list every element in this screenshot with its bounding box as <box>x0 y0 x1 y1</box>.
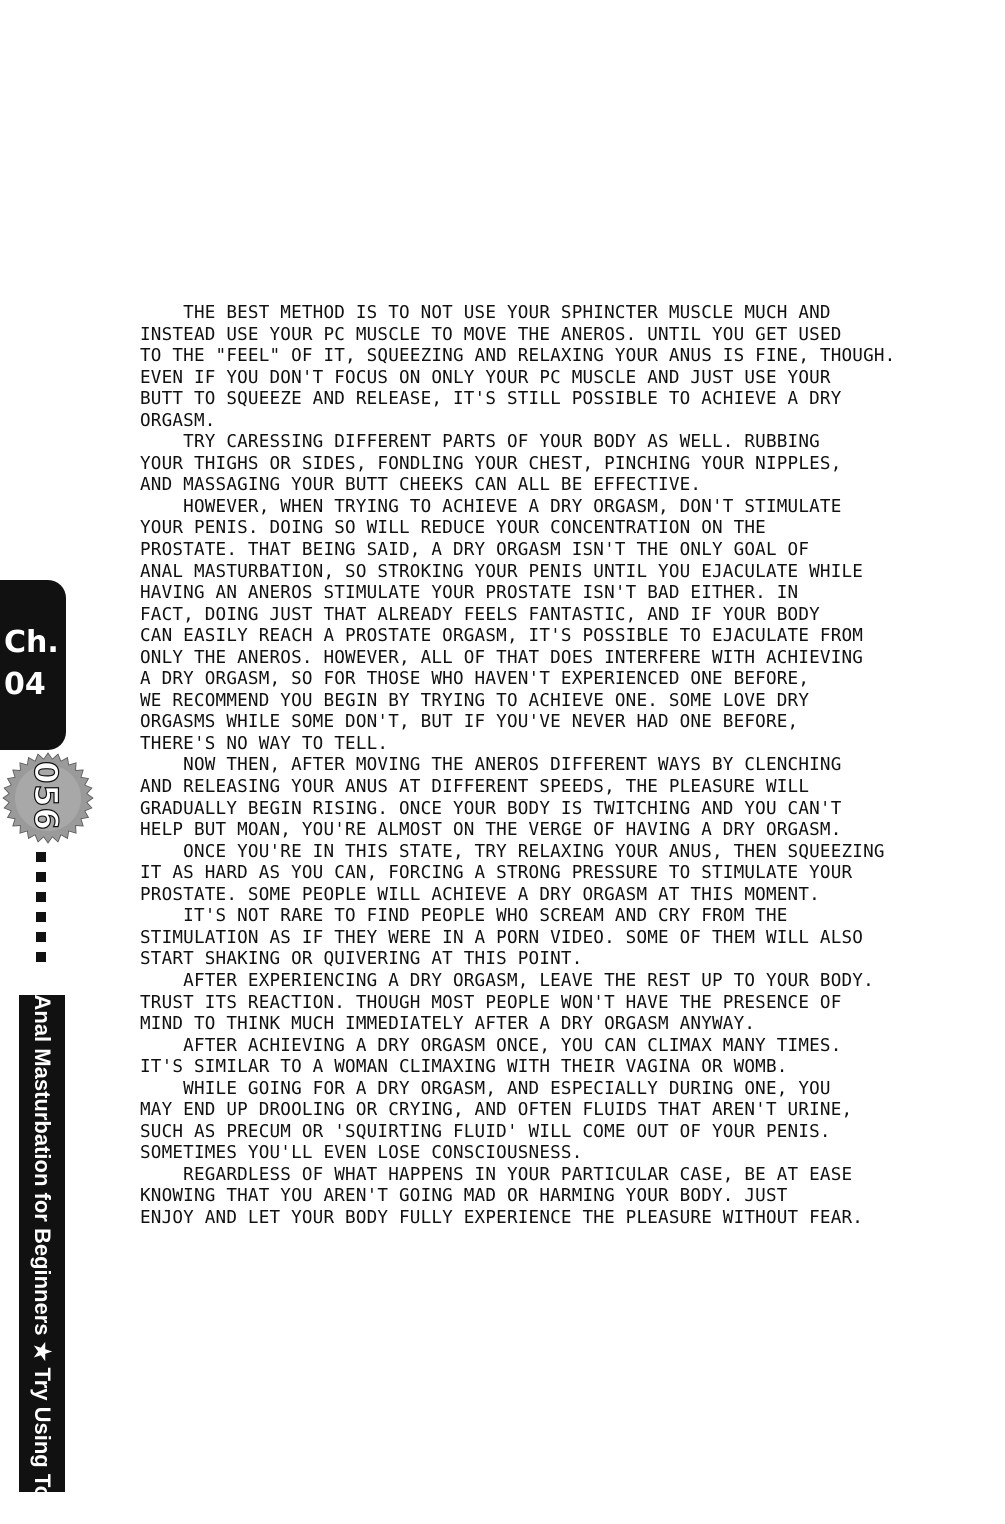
body-line: EVEN IF YOU DON'T FOCUS ON ONLY YOUR PC MUSCLE AND JUST USE YOUR <box>140 367 831 388</box>
body-line: TO THE "FEEL" OF IT, SQUEEZING AND RELAXING YOUR ANUS IS FINE, THOUGH. <box>140 346 896 367</box>
body-line: MIND TO THINK MUCH IMMEDIATELY AFTER A DRY ORGASM ANYWAY. <box>140 1014 756 1035</box>
body-line: MAY END UP DROOLING OR CRYING, AND OFTEN FLUIDS THAT AREN'T URINE, <box>140 1100 853 1121</box>
body-line: REGARDLESS OF WHAT HAPPENS IN YOUR PARTICULAR CASE, BE AT EASE <box>140 1164 853 1185</box>
body-line: WHILE GOING FOR A DRY ORGASM, AND ESPECIALLY DURING ONE, YOU <box>140 1078 831 1099</box>
body-line: CAN EASILY REACH A PROSTATE ORGASM, IT'S POSSIBLE TO EJACULATE FROM <box>140 626 864 647</box>
body-line: TRUST ITS REACTION. THOUGH MOST PEOPLE WON'T HAVE THE PRESENCE OF <box>140 992 842 1013</box>
dot-marker <box>36 852 46 862</box>
body-line: YOUR THIGHS OR SIDES, FONDLING YOUR CHEST, PINCHING YOUR NIPPLES, <box>140 453 842 474</box>
body-line: ORGASMS WHILE SOME DON'T, BUT IF YOU'VE NEVER HAD ONE BEFORE, <box>140 712 799 733</box>
body-line: INSTEAD USE YOUR PC MUSCLE TO MOVE THE ANEROS. UNTIL YOU GET USED <box>140 324 842 345</box>
body-line: PROSTATE. THAT BEING SAID, A DRY ORGASM ISN'T THE ONLY GOAL OF <box>140 540 810 561</box>
body-line: KNOWING THAT YOU AREN'T GOING MAD OR HARMING YOUR BODY. JUST <box>140 1186 788 1207</box>
body-line: AFTER EXPERIENCING A DRY ORGASM, LEAVE THE REST UP TO YOUR BODY. <box>140 970 874 991</box>
body-text <box>140 303 930 1230</box>
body-line: BUTT TO SQUEEZE AND RELEASE, IT'S STILL POSSIBLE TO ACHIEVE A DRY <box>140 389 842 410</box>
body-line: STIMULATION AS IF THEY WERE IN A PORN VIDEO. SOME OF THEM WILL ALSO <box>140 927 864 948</box>
body-line: YOUR PENIS. DOING SO WILL REDUCE YOUR CONCENTRATION ON THE <box>140 518 766 539</box>
dot-marker <box>36 952 46 962</box>
body-line: NOW THEN, AFTER MOVING THE ANEROS DIFFERENT WAYS BY CLENCHING <box>140 755 842 776</box>
body-line: HELP BUT MOAN, YOU'RE ALMOST ON THE VERGE OF HAVING A DRY ORGASM. <box>140 820 842 841</box>
body-line: AND RELEASING YOUR ANUS AT DIFFERENT SPEEDS, THE PLEASURE WILL <box>140 777 810 798</box>
body-line: START SHAKING OR QUIVERING AT THIS POINT. <box>140 949 583 970</box>
body-line: ANAL MASTURBATION, SO STROKING YOUR PENIS UNTIL YOU EJACULATE WHILE <box>140 561 864 582</box>
chapter-tab <box>0 580 66 750</box>
body-line: IT'S NOT RARE TO FIND PEOPLE WHO SCREAM AND CRY FROM THE <box>140 906 788 927</box>
body-line: AND MASSAGING YOUR BUTT CHEEKS CAN ALL BE EFFECTIVE. <box>140 475 702 496</box>
body-line: PROSTATE. SOME PEOPLE WILL ACHIEVE A DRY ORGASM AT THIS MOMENT. <box>140 884 820 905</box>
body-line: ENJOY AND LET YOUR BODY FULLY EXPERIENCE THE PLEASURE WITHOUT FEAR. <box>140 1207 864 1228</box>
book-title: Anal Masturbation for Beginners ★ Try Using Toys <box>30 994 55 1524</box>
body-line: HAVING AN ANEROS STIMULATE YOUR PROSTATE ISN'T BAD EITHER. IN <box>140 583 799 604</box>
dot-marker <box>36 872 46 882</box>
body-line: IT'S SIMILAR TO A WOMAN CLIMAXING WITH THEIR VAGINA OR WOMB. <box>140 1057 788 1078</box>
body-line: ONLY THE ANEROS. HOWEVER, ALL OF THAT DOES INTERFERE WITH ACHIEVING <box>140 647 864 668</box>
body-line: HOWEVER, WHEN TRYING TO ACHIEVE A DRY ORGASM, DON'T STIMULATE <box>140 496 842 517</box>
dot-divider <box>36 852 48 962</box>
body-line: TRY CARESSING DIFFERENT PARTS OF YOUR BODY AS WELL. RUBBING <box>140 432 820 453</box>
body-line: FACT, DOING JUST THAT ALREADY FEELS FANTASTIC, AND IF YOUR BODY <box>140 604 820 625</box>
book-title-strip <box>19 994 65 1524</box>
chapter-number: 04 <box>4 667 46 702</box>
body-line: SUCH AS PRECUM OR 'SQUIRTING FLUID' WILL COME OUT OF YOUR PENIS. <box>140 1121 831 1142</box>
page-number: 056 <box>27 761 65 831</box>
dot-marker <box>36 892 46 902</box>
body-line: IT AS HARD AS YOU CAN, FORCING A STRONG PRESSURE TO STIMULATE YOUR <box>140 863 853 884</box>
body-line: THE BEST METHOD IS TO NOT USE YOUR SPHINCTER MUSCLE MUCH AND <box>140 303 831 323</box>
dot-marker <box>36 912 46 922</box>
body-line: ONCE YOU'RE IN THIS STATE, TRY RELAXING YOUR ANUS, THEN SQUEEZING <box>140 841 885 862</box>
body-line: GRADUALLY BEGIN RISING. ONCE YOUR BODY IS TWITCHING AND YOU CAN'T <box>140 798 842 819</box>
body-line: THERE'S NO WAY TO TELL. <box>140 733 389 754</box>
body-line: AFTER ACHIEVING A DRY ORGASM ONCE, YOU CAN CLIMAX MANY TIMES. <box>140 1035 842 1056</box>
dot-marker <box>36 932 46 942</box>
body-line: SOMETIMES YOU'LL EVEN LOSE CONSCIOUSNESS. <box>140 1143 583 1164</box>
chapter-label: Ch. <box>4 625 59 660</box>
body-line: ORGASM. <box>140 410 216 431</box>
body-line: WE RECOMMEND YOU BEGIN BY TRYING TO ACHIEVE ONE. SOME LOVE DRY <box>140 690 810 711</box>
body-line: A DRY ORGASM, SO FOR THOSE WHO HAVEN'T EXPERIENCED ONE BEFORE, <box>140 669 810 690</box>
